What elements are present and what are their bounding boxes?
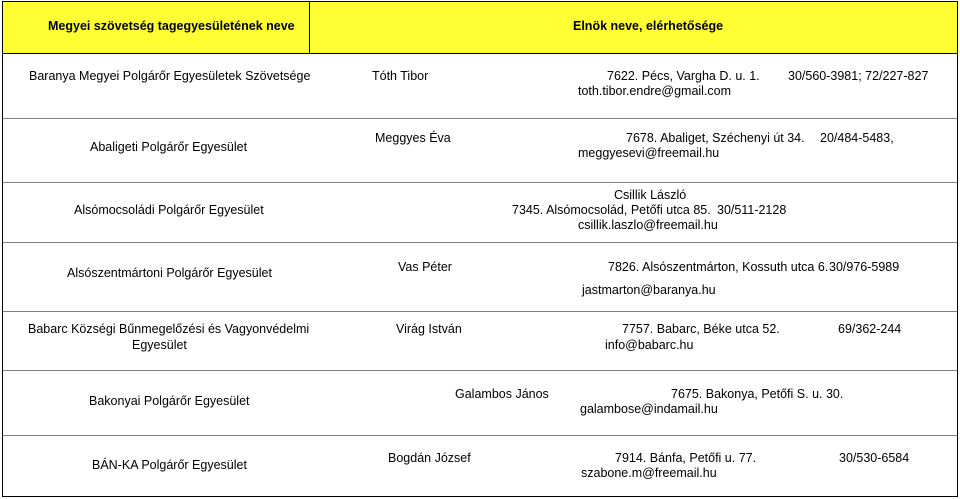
row-divider [3, 118, 957, 119]
email: jastmarton@baranya.hu [582, 283, 716, 297]
org-name-line1: Babarc Községi Bűnmegelőzési és Vagyonvédelmi [28, 322, 310, 336]
row-divider [3, 435, 957, 436]
org-name: Bakonyai Polgárőr Egyesület [89, 394, 250, 408]
header-president-contact: Elnök neve, elérhetősége [573, 19, 724, 33]
email: csillik.laszlo@freemail.hu [578, 218, 718, 232]
header-divider [309, 2, 310, 53]
president-name: Galambos János [455, 387, 549, 401]
address: 7345. Alsómocsolád, Petőfi utca 85. [512, 203, 711, 217]
address: 7675. Bakonya, Petőfi S. u. 30. [671, 387, 844, 401]
org-name: BÁN-KA Polgárőr Egyesület [92, 458, 247, 472]
row-divider [3, 370, 957, 371]
president-name: Meggyes Éva [375, 131, 451, 145]
address: 7757. Babarc, Béke utca 52. [622, 322, 780, 336]
org-name: Alsószentmártoni Polgárőr Egyesület [67, 266, 272, 280]
phone: 69/362-244 [838, 322, 902, 336]
email: galambose@indamail.hu [580, 402, 718, 416]
row-divider [3, 311, 957, 312]
row-divider [3, 242, 957, 243]
phone: 30/976-5989 [829, 260, 900, 274]
phone: 30/560-3981; 72/227-827 [788, 69, 929, 83]
table-header [3, 2, 957, 54]
president-name: Csillik László [614, 188, 687, 202]
phone: 20/484-5483, [820, 131, 894, 145]
phone: 30/511-2128 [717, 203, 787, 217]
org-name-line2: Egyesület [132, 338, 187, 352]
row-divider [3, 182, 957, 183]
email: toth.tibor.endre@gmail.com [578, 84, 732, 98]
org-name: Abaligeti Polgárőr Egyesület [90, 140, 248, 154]
org-name: Baranya Megyei Polgárőr Egyesületek Szövetsége [29, 69, 311, 83]
president-name: Virág István [396, 322, 462, 336]
email: szabone.m@freemail.hu [581, 466, 717, 480]
president-name: Bogdán József [388, 451, 471, 465]
header-org-name: Megyei szövetség tagegyesületének neve [48, 19, 295, 33]
phone: 30/530-6584 [839, 451, 910, 465]
email: info@babarc.hu [605, 338, 694, 352]
address: 7678. Abaliget, Széchenyi út 34. [626, 131, 805, 145]
address: 7826. Alsószentmárton, Kossuth utca 6. [608, 260, 829, 274]
president-name: Vas Péter [398, 260, 452, 274]
association-table [2, 1, 958, 497]
address: 7622. Pécs, Vargha D. u. 1. [607, 69, 760, 83]
email: meggyesevi@freemail.hu [578, 146, 720, 160]
address: 7914. Bánfa, Petőfi u. 77. [615, 451, 757, 465]
president-name: Tóth Tibor [372, 69, 429, 83]
org-name: Alsómocsoládi Polgárőr Egyesület [74, 203, 264, 217]
